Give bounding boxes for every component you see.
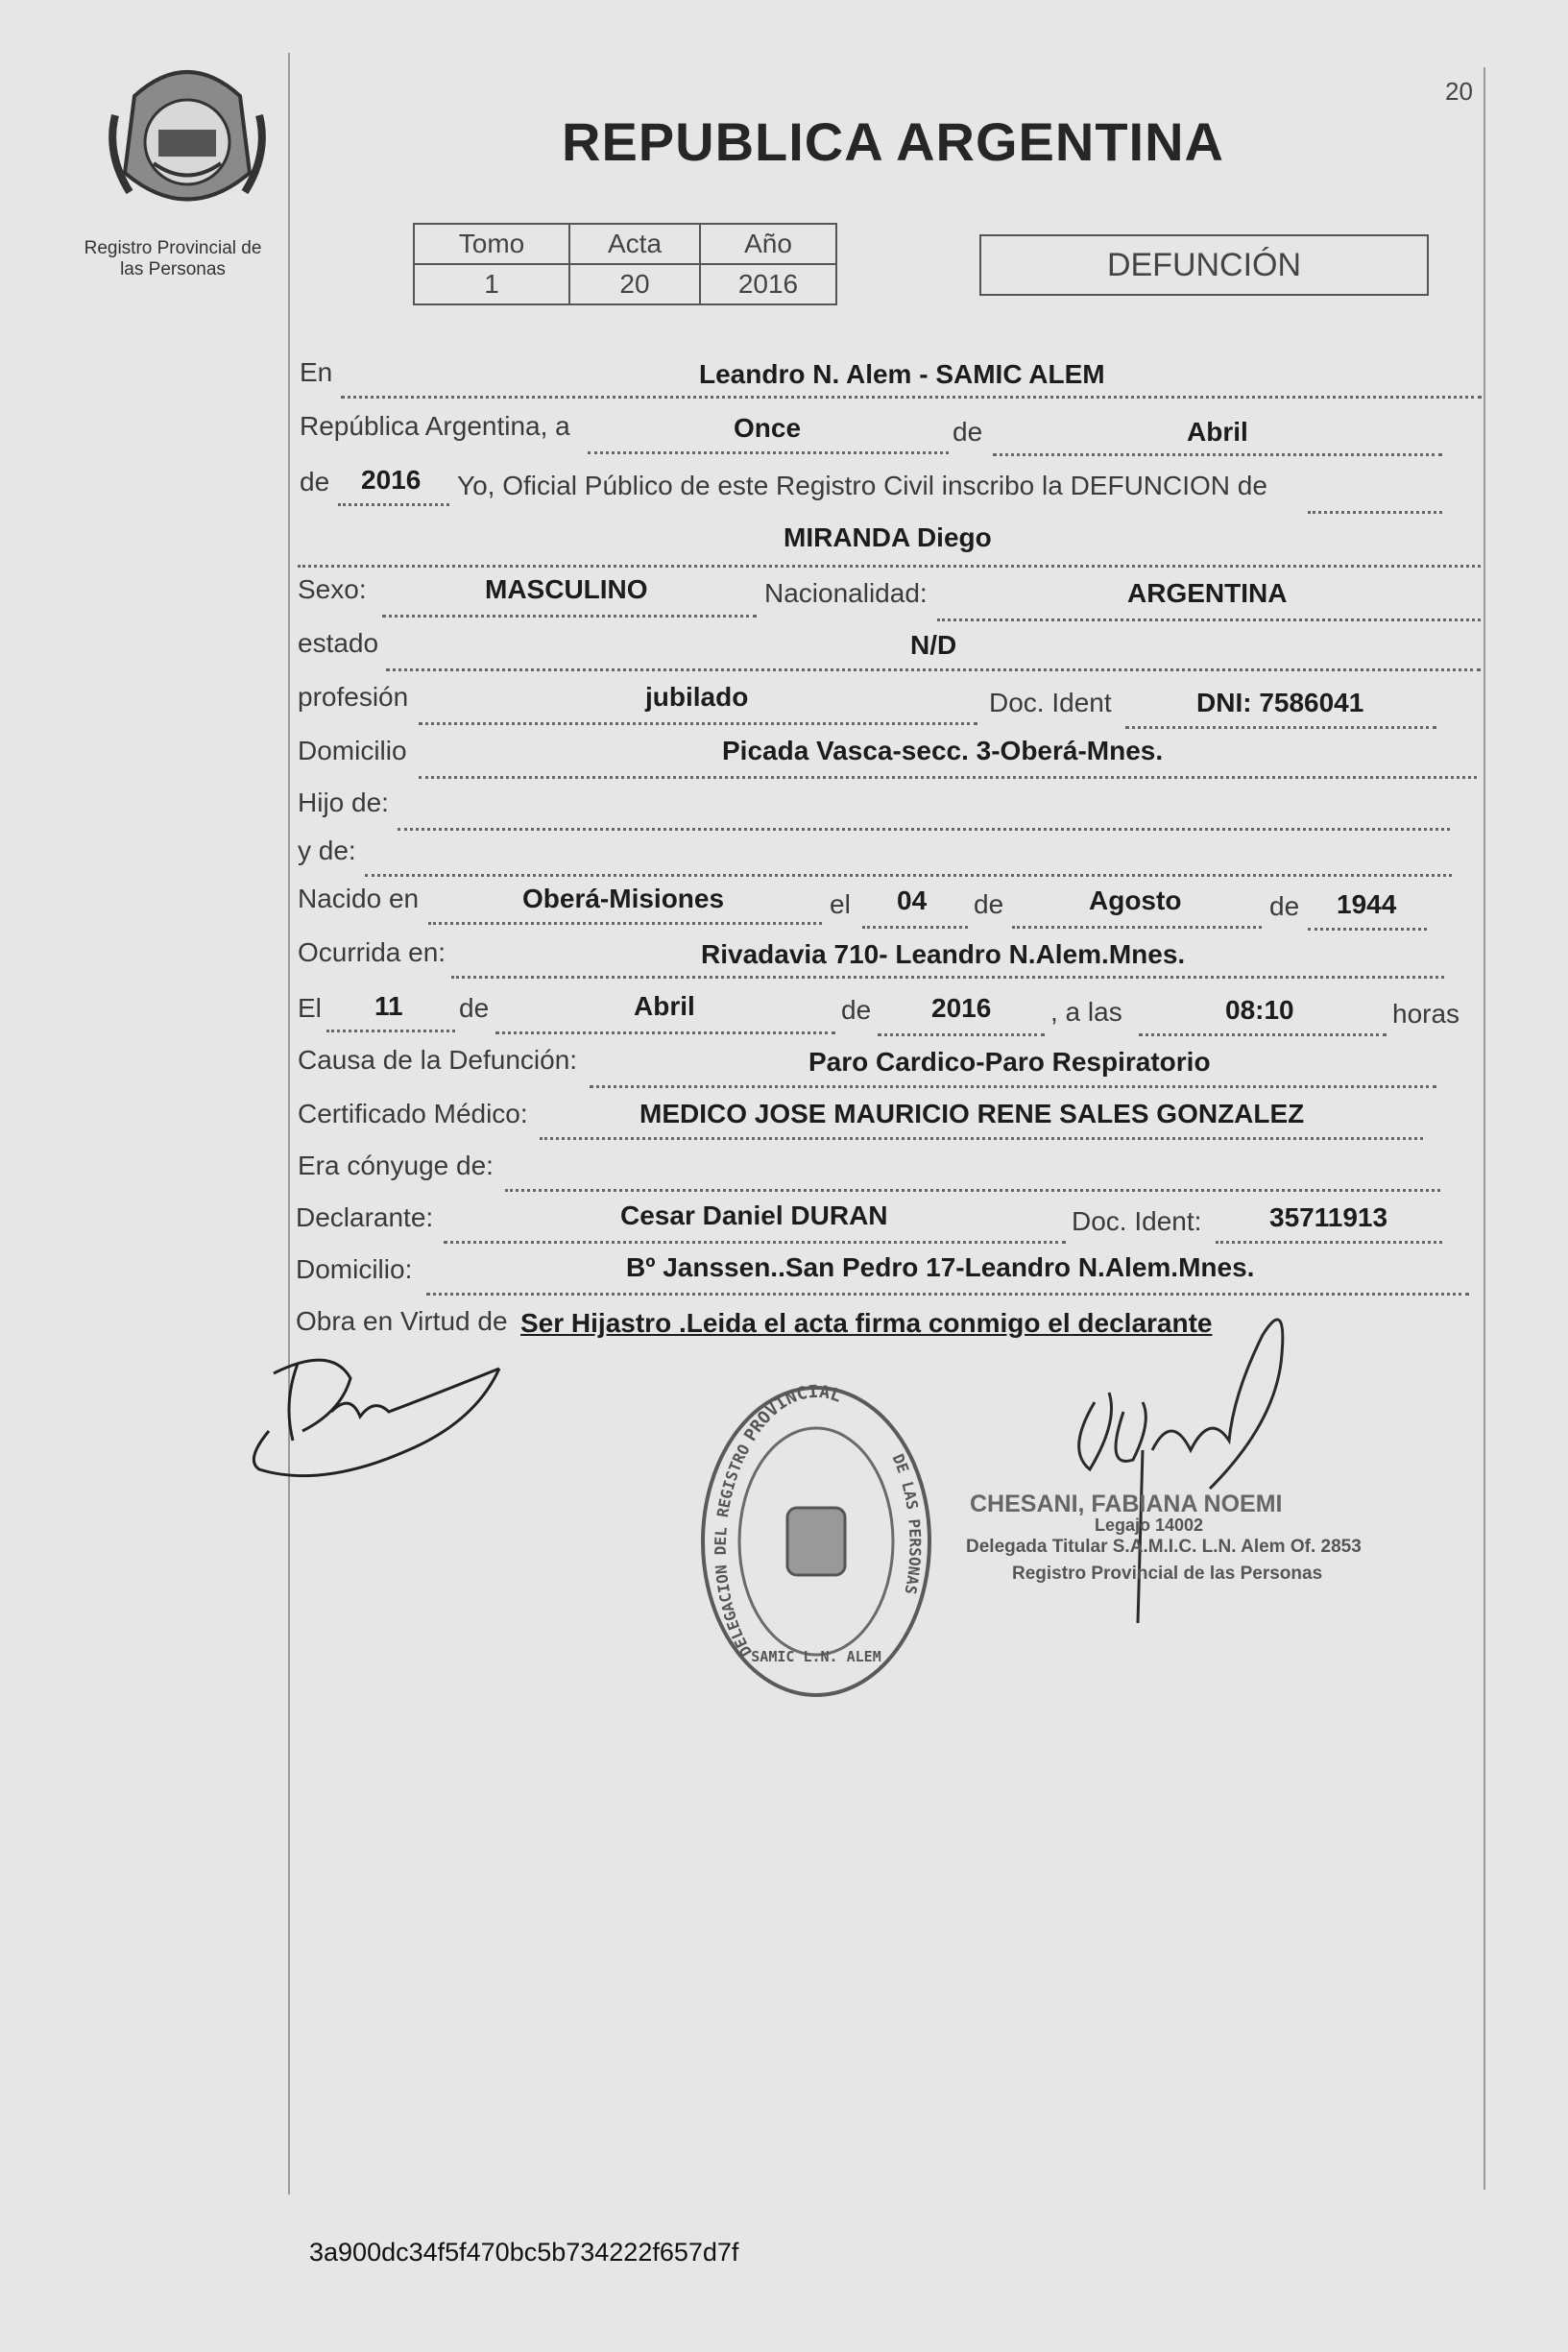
acta-value: 20 [569, 264, 700, 304]
defuncion-anio: 2016 [931, 993, 992, 1023]
tomo-header: Tomo [414, 224, 569, 264]
conyuge-label: Era cónyuge de: [298, 1151, 494, 1180]
fecha-acta-mes: Abril [1187, 417, 1248, 447]
anio-value: 2016 [700, 264, 836, 304]
defuncion-a-las: , a las [1050, 997, 1122, 1027]
defuncion-de1: de [459, 993, 490, 1023]
defuncion-mes: Abril [634, 991, 695, 1021]
conyuge-field [505, 1154, 1440, 1192]
fecha-acta-anio: 2016 [361, 465, 422, 495]
official-legajo: Legajo 14002 [1095, 1515, 1204, 1535]
profesion-value: jubilado [645, 682, 749, 712]
ocurrida-value: Rivadavia 710- Leandro N.Alem.Mnes. [701, 939, 1186, 969]
nacimiento-el: el [830, 889, 851, 919]
nacimiento-de1: de [974, 889, 1004, 919]
official-name: CHESANI, FABIANA NOEMI [970, 1491, 1283, 1517]
inscripcion-tail-field [1308, 476, 1442, 514]
lugar-label: En [300, 357, 333, 387]
right-margin-line [1484, 67, 1485, 2190]
profesion-label: profesión [298, 682, 409, 712]
nacionalidad-label: Nacionalidad: [764, 578, 928, 608]
domicilio-declarante-label: Domicilio: [296, 1254, 413, 1284]
record-type-box: DEFUNCIÓN [979, 234, 1429, 296]
seal-bottom-text: SAMIC L.N. ALEM [751, 1648, 881, 1665]
declarante-doc-label: Doc. Ident: [1072, 1206, 1202, 1236]
svg-text:DELEGACION DEL REGISTRO [712, 1442, 756, 1661]
fecha-acta-dia: Once [734, 413, 802, 443]
seal-left-text: DELEGACION DEL REGISTRO [711, 1441, 756, 1661]
nacimiento-dia: 04 [897, 885, 928, 915]
defuncion-de2: de [841, 995, 872, 1025]
page-number: 20 [1445, 77, 1473, 106]
declarant-signature [245, 1345, 514, 1489]
registry-seal [691, 1373, 941, 1709]
defuncion-horas: horas [1392, 999, 1460, 1029]
seal-top-text: PROVINCIAL [740, 1381, 844, 1445]
nombre-difunto: MIRANDA Diego [784, 522, 992, 552]
obra-value: Ser Hijastro .Leida el acta firma conmigo el declarante [520, 1308, 1213, 1338]
doc-ident-label: Doc. Ident [989, 688, 1112, 717]
declarante-doc-value: 35711913 [1269, 1202, 1388, 1232]
sexo-value: MASCULINO [485, 574, 648, 604]
ocurrida-label: Ocurrida en: [298, 937, 446, 967]
domicilio-label: Domicilio [298, 736, 407, 765]
document-hash: 3a900dc34f5f470bc5b734222f657d7f [309, 2238, 739, 2267]
official-cargo: Delegada Titular S.A.M.I.C. L.N. Alem Of. 2853 [966, 1537, 1362, 1557]
fecha-acta-de1: de [953, 417, 983, 447]
hijo-de-field [398, 793, 1450, 831]
doc-ident-value: DNI: 7586041 [1196, 688, 1364, 717]
estado-value: N/D [910, 630, 957, 660]
hijo-de-label: Hijo de: [298, 788, 389, 817]
issuer-name: Registro Provincial de las Personas [84, 238, 262, 279]
estado-label: estado [298, 628, 379, 658]
seal-right-text: DE LAS PERSONAS [888, 1451, 925, 1596]
domicilio-declarante-value: Bº Janssen..San Pedro 17-Leandro N.Alem.Mnes. [626, 1252, 1255, 1282]
causa-label: Causa de la Defunción: [298, 1045, 578, 1075]
certificado-value: MEDICO JOSE MAURICIO RENE SALES GONZALEZ [639, 1099, 1305, 1128]
fecha-acta-label: República Argentina, a [300, 411, 570, 441]
certificado-label: Certificado Médico: [298, 1099, 528, 1128]
sexo-label: Sexo: [298, 574, 367, 604]
nacimiento-label: Nacido en [298, 884, 420, 913]
declarante-label: Declarante: [296, 1202, 434, 1232]
inscripcion-text: Yo, Oficial Público de este Registro Civil inscribo la DEFUNCION de [457, 471, 1267, 500]
anio-header: Año [700, 224, 836, 264]
defuncion-dia: 11 [374, 991, 403, 1021]
causa-value: Paro Cardico-Paro Respiratorio [808, 1047, 1211, 1077]
y-de-field [365, 839, 1452, 877]
lugar-value: Leandro N. Alem - SAMIC ALEM [699, 359, 1105, 389]
domicilio-value: Picada Vasca-secc. 3-Oberá-Mnes. [722, 736, 1164, 765]
y-de-label: y de: [298, 836, 356, 865]
registry-table [413, 223, 837, 305]
nacimiento-mes: Agosto [1089, 885, 1182, 915]
official-registro: Registro Provincial de las Personas [1012, 1564, 1323, 1584]
defuncion-el: El [298, 993, 322, 1023]
declarante-value: Cesar Daniel DURAN [620, 1200, 888, 1230]
nacimiento-de2: de [1269, 891, 1300, 921]
tomo-value: 1 [414, 264, 569, 304]
nacimiento-anio: 1944 [1337, 889, 1397, 919]
fecha-acta-de2: de [300, 467, 330, 497]
defuncion-hora: 08:10 [1225, 995, 1294, 1025]
left-margin-line [288, 53, 290, 2194]
acta-header: Acta [569, 224, 700, 264]
nacimiento-lugar: Oberá-Misiones [522, 884, 725, 913]
nacionalidad-value: ARGENTINA [1127, 578, 1288, 608]
obra-label: Obra en Virtud de [296, 1306, 508, 1336]
page-title: REPUBLICA ARGENTINA [562, 111, 1224, 172]
